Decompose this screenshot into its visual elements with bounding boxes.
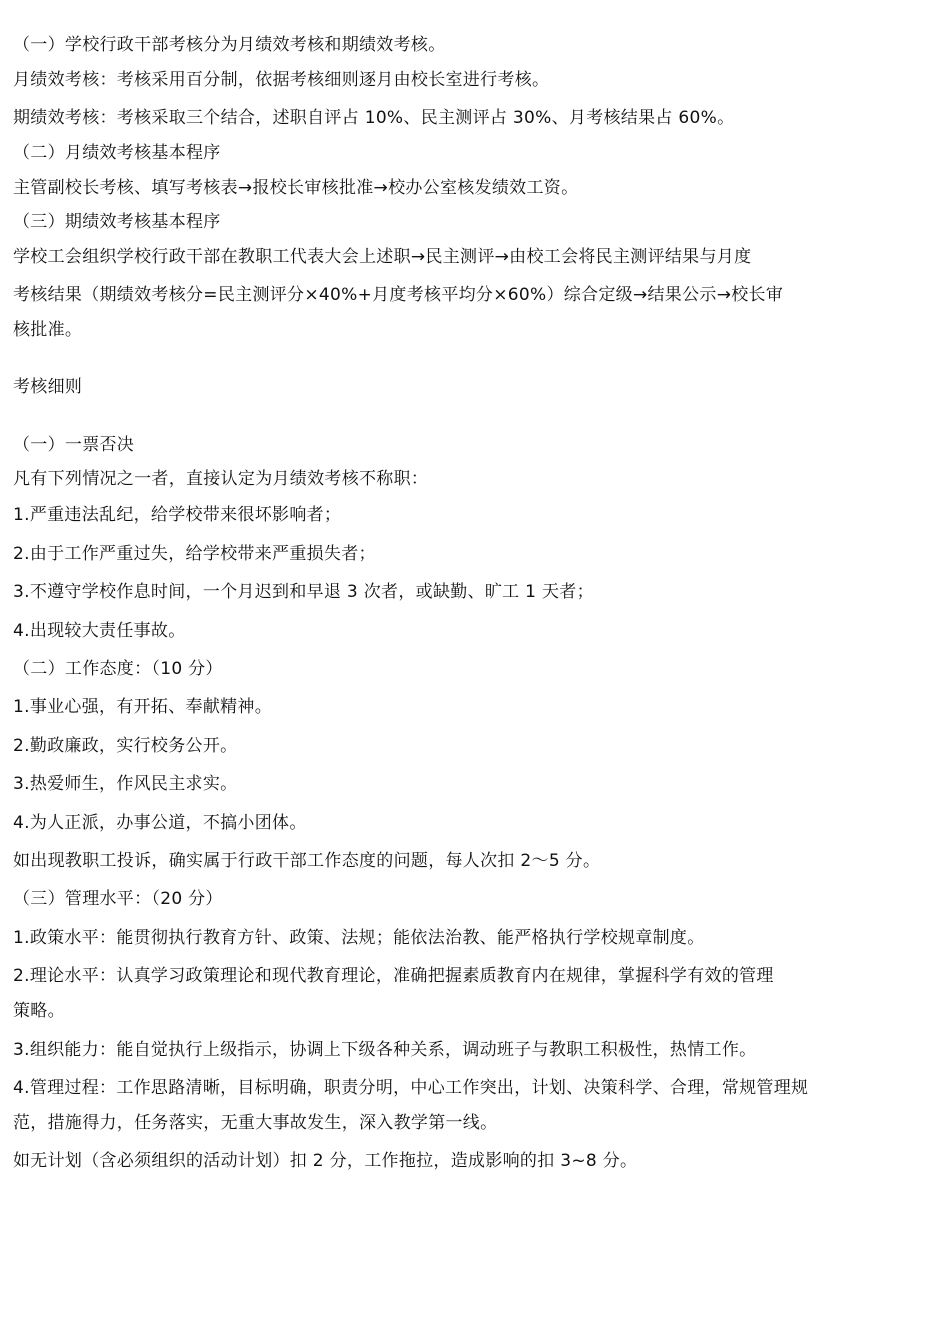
list-item: 2.理论水平：认真学习政策理论和现代教育理论，准确把握素质教育内在规律，掌握科学有效的管理 — [13, 966, 774, 986]
section-heading: （一）一票否决 — [13, 435, 135, 455]
text-line: 凡有下列情况之一者，直接认定为月绩效考核不称职： — [13, 469, 429, 489]
list-item: 4.出现较大责任事故。 — [13, 621, 186, 641]
list-item: 4.为人正派，办事公道，不搞小团体。 — [13, 813, 307, 833]
list-item: 2.由于工作严重过失，给学校带来严重损失者； — [13, 544, 376, 564]
text-line: 期绩效考核：考核采取三个结合，述职自评占 10%、民主测评占 30%、月考核结果占 60%。 — [13, 108, 735, 128]
list-item: 3.热爱师生，作风民主求实。 — [13, 774, 238, 794]
text-line: 核批准。 — [13, 320, 83, 340]
text-line: 学校工会组织学校行政干部在教职工代表大会上述职→民主测评→由校工会将民主测评结果与月度 — [13, 247, 752, 267]
section-heading: （三）管理水平：（20 分） — [13, 889, 223, 909]
list-item: 1.严重违法乱纪，给学校带来很坏影响者； — [13, 505, 342, 525]
section-heading: （二）月绩效考核基本程序 — [13, 143, 221, 163]
text-line: 月绩效考核：考核采用百分制，依据考核细则逐月由校长室进行考核。 — [13, 70, 550, 90]
text-line: 策略。 — [13, 1001, 65, 1021]
page-heading: 考核细则 — [13, 377, 83, 397]
list-item: 3.不遵守学校作息时间，一个月迟到和早退 3 次者，或缺勤、旷工 1 天者； — [13, 582, 594, 602]
list-item: 1.政策水平：能贯彻执行教育方针、政策、法规；能依法治教、能严格执行学校规章制度。 — [13, 928, 705, 948]
list-item: 1.事业心强，有开拓、奉献精神。 — [13, 697, 273, 717]
text-line: 范，措施得力，任务落实，无重大事故发生，深入教学第一线。 — [13, 1113, 498, 1133]
list-item: 4.管理过程：工作思路清晰，目标明确，职责分明，中心工作突出，计划、决策科学、合理，常规管理规 — [13, 1078, 809, 1098]
section-heading: （二）工作态度：（10 分） — [13, 659, 223, 679]
text-line: 如出现教职工投诉，确实属于行政干部工作态度的问题，每人次扣 2～5 分。 — [13, 851, 601, 871]
section-heading: （三）期绩效考核基本程序 — [13, 212, 221, 232]
list-item: 3.组织能力：能自觉执行上级指示，协调上下级各种关系，调动班子与教职工积极性，热情工作。 — [13, 1040, 757, 1060]
text-line: 主管副校长考核、填写考核表→报校长审核批准→校办公室核发绩效工资。 — [13, 178, 579, 198]
list-item: 2.勤政廉政，实行校务公开。 — [13, 736, 238, 756]
text-line: 如无计划（含必须组织的活动计划）扣 2 分，工作拖拉，造成影响的扣 3~8 分。 — [13, 1151, 638, 1171]
text-line: 考核结果（期绩效考核分=民主测评分×40%+月度考核平均分×60%）综合定级→结果公示→校长审 — [13, 285, 784, 305]
text-line: （一）学校行政干部考核分为月绩效考核和期绩效考核。 — [13, 35, 446, 55]
